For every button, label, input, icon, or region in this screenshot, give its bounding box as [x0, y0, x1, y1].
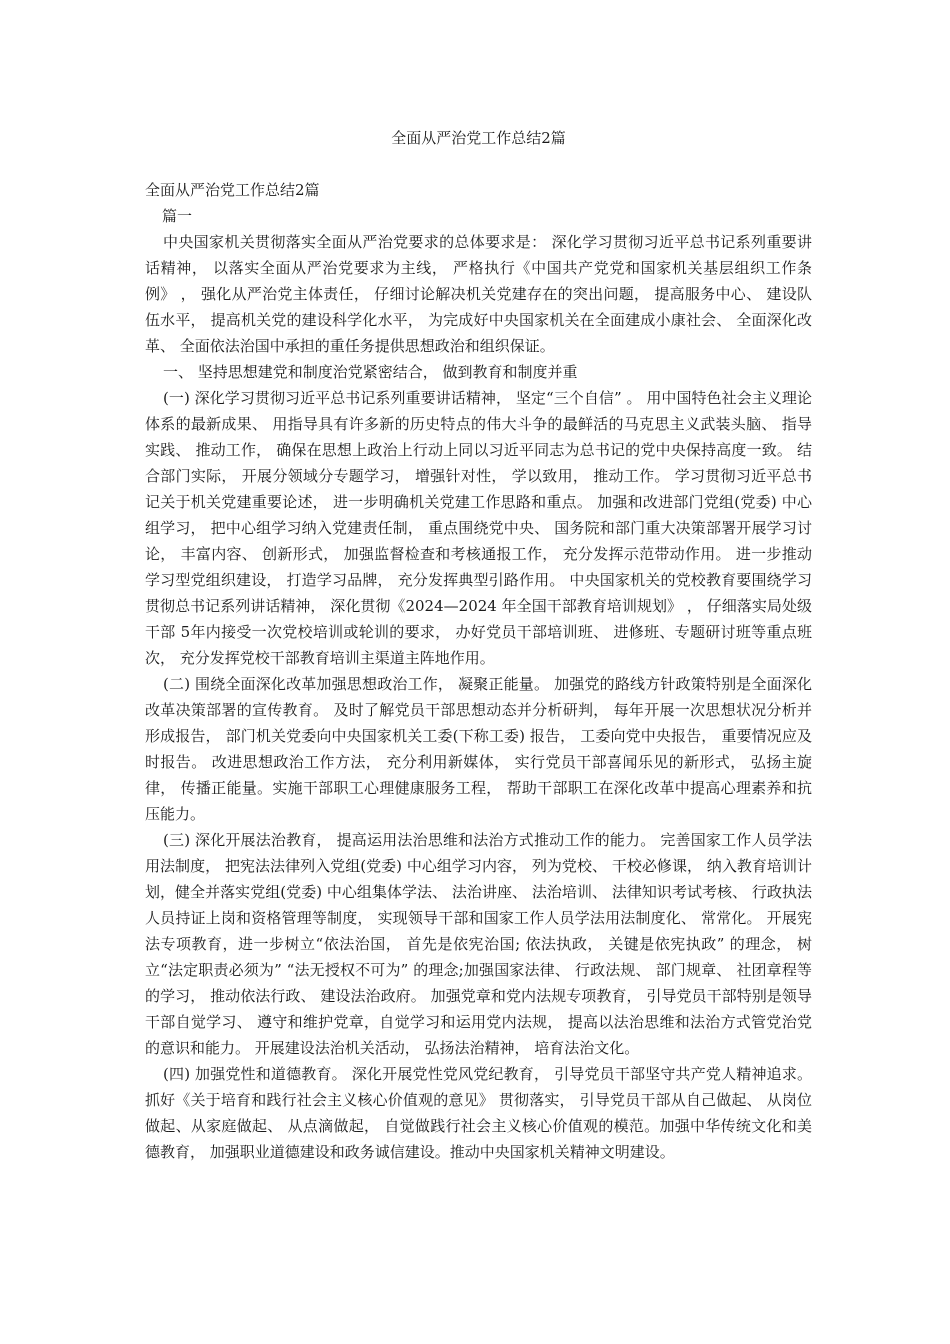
- part-label: 篇一: [162, 207, 193, 225]
- section-heading-1: 一、 坚持思想建党和制度治党紧密结合， 做到教育和制度并重: [163, 363, 578, 381]
- paragraph-item-4: (四) 加强党性和道德教育。 深化开展党性党风党纪教育， 引导党员干部坚守共产党人精神追求。 抓好《关于培育和践行社会主义核心价值观的意见》 贯彻落实， 引导党员干部从自己做起、 从岗位做起、从家庭做起、 从点滴做起， 自觉做践行社会主义核心价值观的模范。加强中华传统文化和美德教育， 加强职业道德建设和政务诚信建设。推动中央国家机关精神文明建设。: [145, 1065, 812, 1161]
- paragraph-item-3: (三) 深化开展法治教育， 提高运用法治思维和法治方式推动工作的能力。 完善国家工作人员学法用法制度， 把宪法法律列入党组(党委) 中心组学习内容， 列为党校、 干校必修课， 纳入教育培训计划，健全并落实党组(党委) 中心组集体学法、 法治讲座、 法治培训、 法律知识考试考核、 行政执法人员持证上岗和资格管理等制度， 实现领导干部和国家工作人员学法用法制度化、 常常化。 开展宪法专项教育，进一步树立“依法治国， 首先是依宪治国; 依法执政， 关键是依宪执政” 的理念， 树立“法定职责必须为” “法无授权不可为” 的理念;加强国家法律、 行政法规、 部门规章、 社团章程等的学习， 推动依法行政、 建设法治政府。 加强党章和党内法规专项教育， 引导党员干部特别是领导干部自觉学习、 遵守和维护党章，自觉学习和运用党内法规， 提高以法治思维和法治方式管党治党的意识和能力。 开展建设法治机关活动， 弘扬法治精神， 培育法治文化。: [145, 831, 812, 1057]
- paragraph-intro: 中央国家机关贯彻落实全面从严治党要求的总体要求是： 深化学习贯彻习近平总书记系列重要讲话精神， 以落实全面从严治党要求为主线， 严格执行《中国共产党党和国家机关基层组织工作条例》 ， 强化从严治党主体责任， 仔细讨论解决机关党建存在的突出问题， 提高服务中心、 建设队伍水平， 提高机关党的建设科学化水平， 为完成好中央国家机关在全面建成小康社会、 全面深化改革、 全面依法治国中承担的重任务提供思想政治和组织保证。: [145, 233, 812, 355]
- document-body: [145, 229, 812, 1165]
- paragraph-item-2: (二) 围绕全面深化改革加强思想政治工作， 凝聚正能量。 加强党的路线方针政策特别是全面深化改革决策部署的宣传教育。 及时了解党员干部思想动态并分析研判， 每年开展一次思想状况分析并形成报告， 部门机关党委向中央国家机关工委(下称工委) 报告， 工委向党中央报告， 重要情况应及时报告。 改进思想政治工作方法， 充分利用新媒体， 实行党员干部喜闻乐见的新形式， 弘扬主旋律， 传播正能量。实施干部职工心理健康服务工程， 帮助干部职工在深化改革中提高心理素养和抗压能力。: [145, 675, 812, 823]
- document-page: [145, 0, 812, 1165]
- document-title: 全面从严治党工作总结2篇: [391, 129, 566, 147]
- paragraph-item-1: (一) 深化学习贯彻习近平总书记系列重要讲话精神， 坚定“三个自信” 。 用中国特色社会主义理论体系的最新成果、 用指导具有许多新的历史特点的伟大斗争的最鲜活的马克思主义武装头脑、 指导实践、 推动工作， 确保在思想上政治上行动上同以习近平同志为总书记的党中央保持高度一致。 结合部门实际， 开展分领域分专题学习， 增强针对性， 学以致用， 推动工作。 学习贯彻习近平总书记关于机关党建重要论述， 进一步明确机关党建工作思路和重点。 加强和改进部门党组(党委) 中心组学习， 把中心组学习纳入党建责任制， 重点围绕党中央、 国务院和部门重大决策部署开展学习讨论， 丰富内容、 创新形式， 加强监督检查和考核通报工作， 充分发挥示范带动作用。 进一步推动学习型党组织建设， 打造学习品牌， 充分发挥典型引路作用。 中央国家机关的党校教育要围绕学习贯彻总书记系列讲话精神， 深化贯彻《2024—2024 年全国干部教育培训规划》 ， 仔细落实局处级干部 5年内接受一次党校培训或轮训的要求， 办好党员干部培训班、 进修班、专题研讨班等重点班次， 充分发挥党校干部教育培训主渠道主阵地作用。: [145, 389, 812, 667]
- document-subtitle: 全面从严治党工作总结2篇: [145, 181, 320, 199]
